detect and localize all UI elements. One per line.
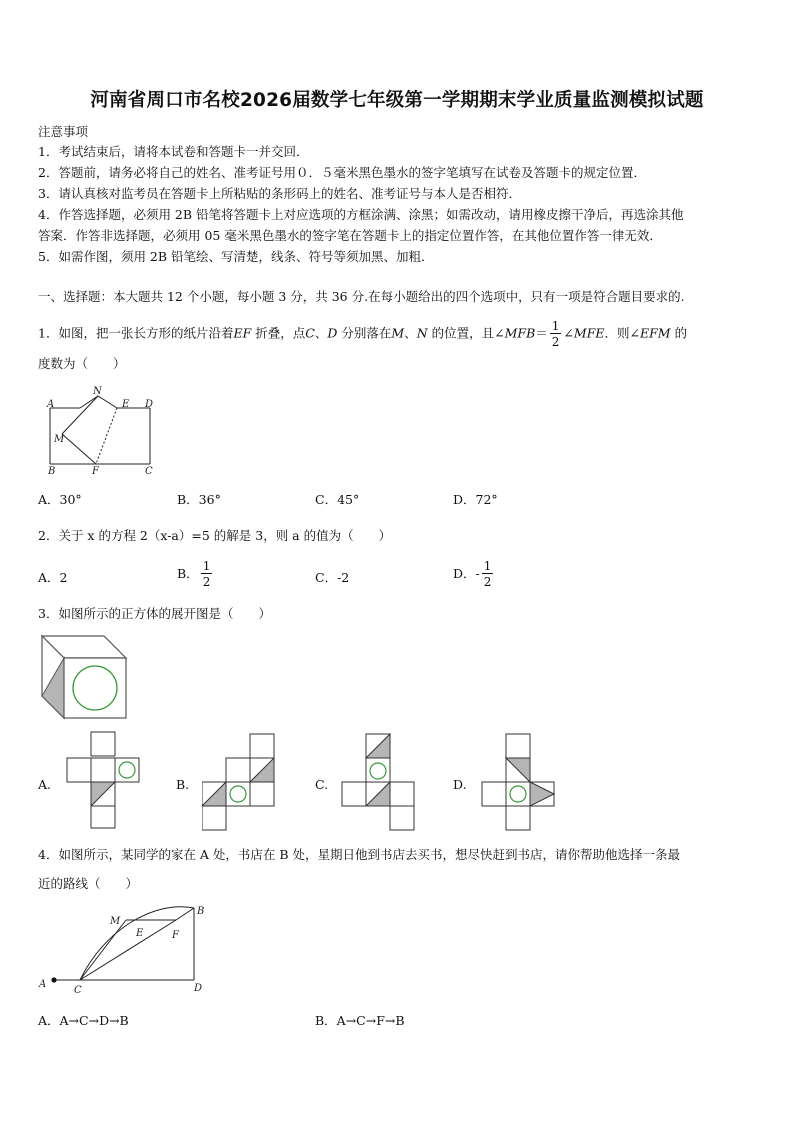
q3-option-d[interactable]: D.: [453, 777, 467, 792]
q2-fraction: [201, 560, 213, 588]
q3-net-d: [480, 732, 558, 832]
q2-option-d[interactable]: [453, 560, 495, 588]
q1-fraction: [550, 320, 562, 348]
q1-text: 的: [670, 325, 688, 341]
q1-var: C: [305, 325, 315, 341]
q2-fraction: [482, 560, 494, 588]
q1-text: 折叠，点: [251, 325, 306, 341]
q1-var: MFB: [504, 325, 536, 341]
section-heading: 一、选择题：本大题共 12 个小题，每小题 3 分，共 36 分.在每小题给出的四个选项中，只有一项是符合题目要求的.: [38, 289, 685, 304]
q1-var: ∠MFE: [563, 325, 605, 341]
q3-net-b: [202, 733, 278, 831]
option-prefix: B．: [177, 565, 199, 581]
point-label: B: [197, 906, 205, 917]
point-label: D: [145, 399, 154, 410]
notice-item: 1．考试结束后，请将本试卷和答题卡一并交回．: [38, 144, 309, 159]
notice-item: 2．答题前，请务必将自己的姓名、准考证号用０．５毫米黑色墨水的签字笔填写在试卷及答题卡的规定位置．: [38, 165, 646, 180]
q1-option-b[interactable]: B．36°: [177, 492, 221, 507]
q4-stem: 4．如图所示，某同学的家在 A 处，书店在 B 处，星期日他到书店去买书，想尽快赶到书店，请你帮助他选择一条最: [38, 847, 681, 862]
q2-option-a[interactable]: A．2: [38, 570, 68, 585]
q3-net-c: [340, 732, 418, 832]
fraction-numerator: 1: [551, 319, 560, 333]
q4-figure: [34, 900, 220, 996]
point-label: M: [54, 434, 65, 445]
notice-item: 答案．作答非选择题，必须用 05 毫米黑色墨水的签字笔在答题卡上的指定位置作答，在其他位置作答一律无效．: [38, 228, 662, 243]
q4-stem-line2: 近的路线（ ）: [38, 876, 139, 891]
q1-text: ＝: [535, 325, 548, 341]
q1-option-d[interactable]: D．72°: [453, 492, 498, 507]
q1-option-a[interactable]: A．30°: [38, 492, 82, 507]
point-label: F: [172, 930, 179, 941]
fraction-denominator: 2: [483, 575, 492, 589]
q1-var: EFM: [639, 325, 671, 341]
q1-text: 分别落在: [337, 325, 392, 341]
page-title: 河南省周口市名校2026届数学七年级第一学期期末学业质量监测模拟试题: [90, 90, 704, 111]
notice-item: 4．作答选择题，必须用 2B 铅笔将答题卡上对应选项的方框涂满、涂黑；如需改动，请用橡皮擦干净后，再选涂其他: [38, 207, 684, 222]
q2-option-b[interactable]: [177, 560, 214, 588]
q4-option-b[interactable]: B．A→C→F→B: [315, 1013, 405, 1028]
point-label: B: [48, 466, 56, 477]
fraction-numerator: 1: [202, 559, 211, 573]
point-label: A: [47, 399, 55, 410]
q1-text: 1．如图，把一张长方形的纸片沿着: [38, 325, 234, 341]
q1-stem-line2: 度数为（ ）: [38, 356, 126, 371]
fraction-numerator: 1: [483, 559, 492, 573]
notice-item: 5．如需作图，须用 2B 铅笔绘、写清楚，线条、符号等须加黑、加粗．: [38, 249, 434, 264]
q1-var: D: [327, 325, 338, 341]
q3-net-a: [66, 730, 142, 830]
point-label: D: [194, 983, 203, 994]
q1-text: ．则∠: [604, 325, 640, 341]
option-prefix: D．-: [453, 565, 480, 581]
q1-text: 的位置，且∠: [427, 325, 505, 341]
q3-cube-figure: [38, 630, 130, 722]
q1-var: M: [391, 325, 405, 341]
point-label: N: [93, 386, 102, 397]
fraction-denominator: 2: [202, 575, 211, 589]
q1-var: EF: [233, 325, 252, 341]
point-label: A: [39, 979, 47, 990]
point-label: C: [74, 985, 82, 996]
q3-option-b[interactable]: B.: [176, 777, 190, 792]
q3-stem: 3．如图所示的正方体的展开图是（ ）: [38, 606, 271, 621]
q1-var: N: [416, 325, 428, 341]
notice-item: 3．请认真核对监考员在答题卡上所粘贴的条形码上的姓名、准考证号与本人是否相符．: [38, 186, 521, 201]
point-label: C: [145, 466, 153, 477]
q1-stem: [38, 320, 687, 348]
point-label: E: [136, 928, 144, 939]
point-label: E: [122, 399, 130, 410]
point-label: F: [92, 466, 99, 477]
q1-text: 、: [404, 325, 417, 341]
q2-stem: 2．关于 x 的方程 2（x-a）=5 的解是 3，则 a 的值为（ ）: [38, 528, 392, 543]
fraction-denominator: 2: [551, 335, 560, 349]
q1-option-c[interactable]: C．45°: [315, 492, 360, 507]
q4-option-a[interactable]: A．A→C→D→B: [38, 1013, 129, 1028]
q3-option-c[interactable]: C.: [315, 777, 329, 792]
notice-heading: 注意事项: [38, 124, 89, 139]
q1-text: 、: [314, 325, 328, 341]
q3-option-a[interactable]: A.: [38, 777, 52, 792]
point-label: M: [110, 916, 121, 927]
q1-figure: [40, 386, 170, 478]
q2-option-c[interactable]: C．-2: [315, 570, 350, 585]
